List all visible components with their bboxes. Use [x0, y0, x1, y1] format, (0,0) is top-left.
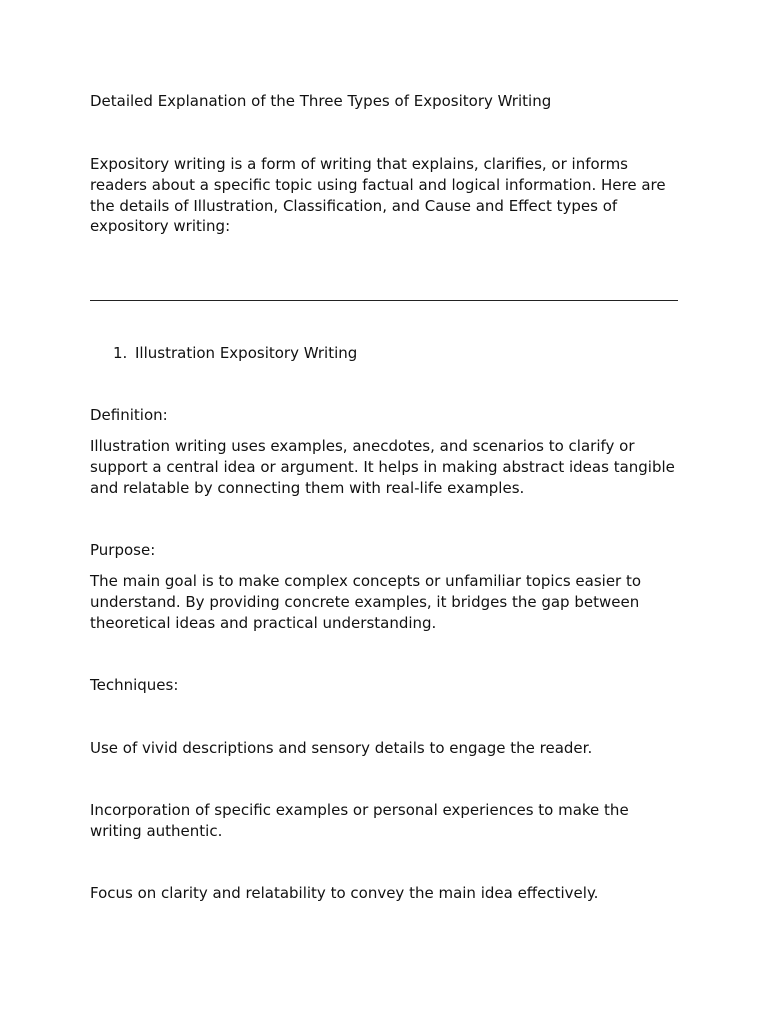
technique-item-1: Use of vivid descriptions and sensory details to engage the reader. [90, 739, 593, 757]
purpose-label: Purpose: [90, 541, 156, 559]
purpose-paragraph: The main goal is to make complex concepts or unfamiliar topics easier to understand. By providing concrete examples, it bridges the gap between theoretical ideas and practical understanding. [90, 572, 642, 632]
section-heading-illustration [90, 343, 357, 364]
section-heading-text: Illustration Expository Writing [135, 344, 358, 362]
list-number: 1. [113, 344, 128, 362]
document-title: Detailed Explanation of the Three Types of Expository Writing [90, 92, 552, 110]
intro-paragraph: Expository writing is a form of writing that explains, clarifies, or informs readers about a specific topic using factual and logical information. Here are the details of Illustration, Classification, and Cause and Effect types of expository writing: [90, 155, 666, 236]
technique-item-3: Focus on clarity and relatability to convey the main idea effectively. [90, 884, 599, 902]
technique-item-2: Incorporation of specific examples or personal experiences to make the writing authentic. [90, 801, 629, 840]
definition-label: Definition: [90, 406, 168, 424]
horizontal-divider [90, 300, 678, 301]
section-list [90, 343, 357, 364]
techniques-label: Techniques: [90, 676, 179, 694]
definition-paragraph: Illustration writing uses examples, anecdotes, and scenarios to clarify or support a central idea or argument. It helps in making abstract ideas tangible and relatable by connecting them with real-life examples. [90, 437, 675, 497]
